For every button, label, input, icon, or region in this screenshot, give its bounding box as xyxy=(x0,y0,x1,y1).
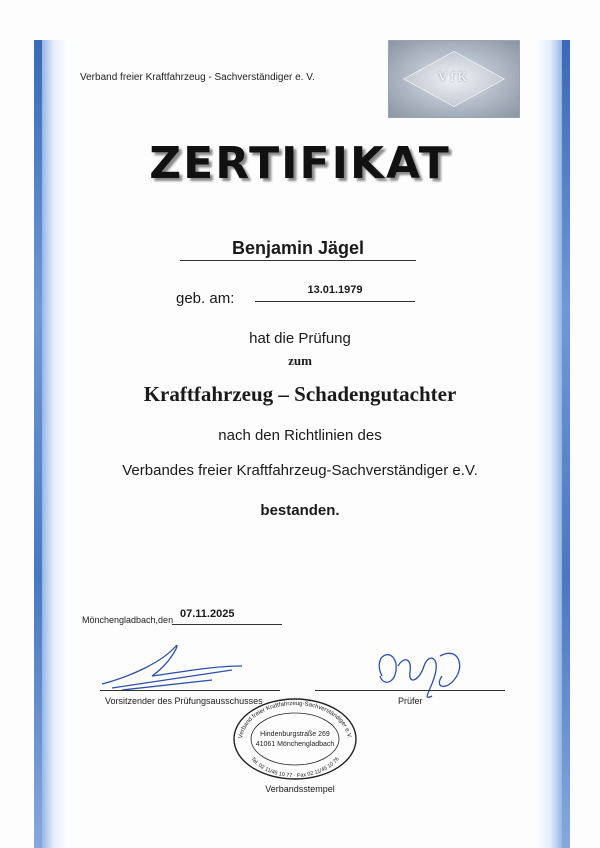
place-label: Mönchengladbach,den xyxy=(82,615,174,625)
signature-line-left xyxy=(100,690,280,691)
profession-title: Kraftfahrzeug – Schadengutachter xyxy=(143,382,457,406)
guidelines-text: nach den Richtlinien des xyxy=(218,427,382,444)
stamp-street: Hindenburgstraße 269 xyxy=(260,731,330,738)
recipient-name: Benjamin Jägel xyxy=(231,238,365,258)
birth-date-underline xyxy=(255,301,415,302)
association-stamp xyxy=(232,697,358,781)
association-logo xyxy=(388,40,520,118)
name-underline xyxy=(180,260,416,261)
chairman-role: Vorsitzender des Prüfungsausschusses xyxy=(105,696,263,706)
issue-date-underline xyxy=(172,624,282,625)
signature-line-right xyxy=(315,690,505,691)
stamp-ring-bottom-text: Tel. 02 11/45 10 77 · Fax 02 11/45 10 76 xyxy=(249,756,341,779)
association-name: Verbandes freier Kraftfahrzeug-Sachverständiger e.V. xyxy=(122,462,478,479)
chairman-signature xyxy=(92,632,292,692)
birth-date-label: geb. am: xyxy=(176,290,235,307)
stamp-city: 41061 Mönchengladbach xyxy=(255,741,335,748)
svg-text:Tel. 02 11/45 10 77 · Fax 02 1 xyxy=(249,756,340,779)
exam-text: hat die Prüfung xyxy=(249,330,351,347)
logo-text: VfK xyxy=(437,69,471,84)
birth-date-value: 13.01.1979 xyxy=(307,284,363,296)
zum-text: zum xyxy=(288,353,312,368)
stamp-ring-top-text: Verband freier Kraftfahrzeug-Sachverständiger e.V. xyxy=(238,700,352,740)
examiner-role: Prüfer xyxy=(398,696,423,706)
passed-text: bestanden. xyxy=(260,502,340,519)
stamp-ring xyxy=(232,697,358,781)
issue-date: 07.11.2025 xyxy=(180,608,235,620)
certificate-title: ZERTIFIKAT xyxy=(149,138,451,189)
association-header: Verband freier Kraftfahrzeug - Sachverständiger e. V. xyxy=(80,72,315,83)
stamp-label: Verbandsstempel xyxy=(265,784,335,794)
